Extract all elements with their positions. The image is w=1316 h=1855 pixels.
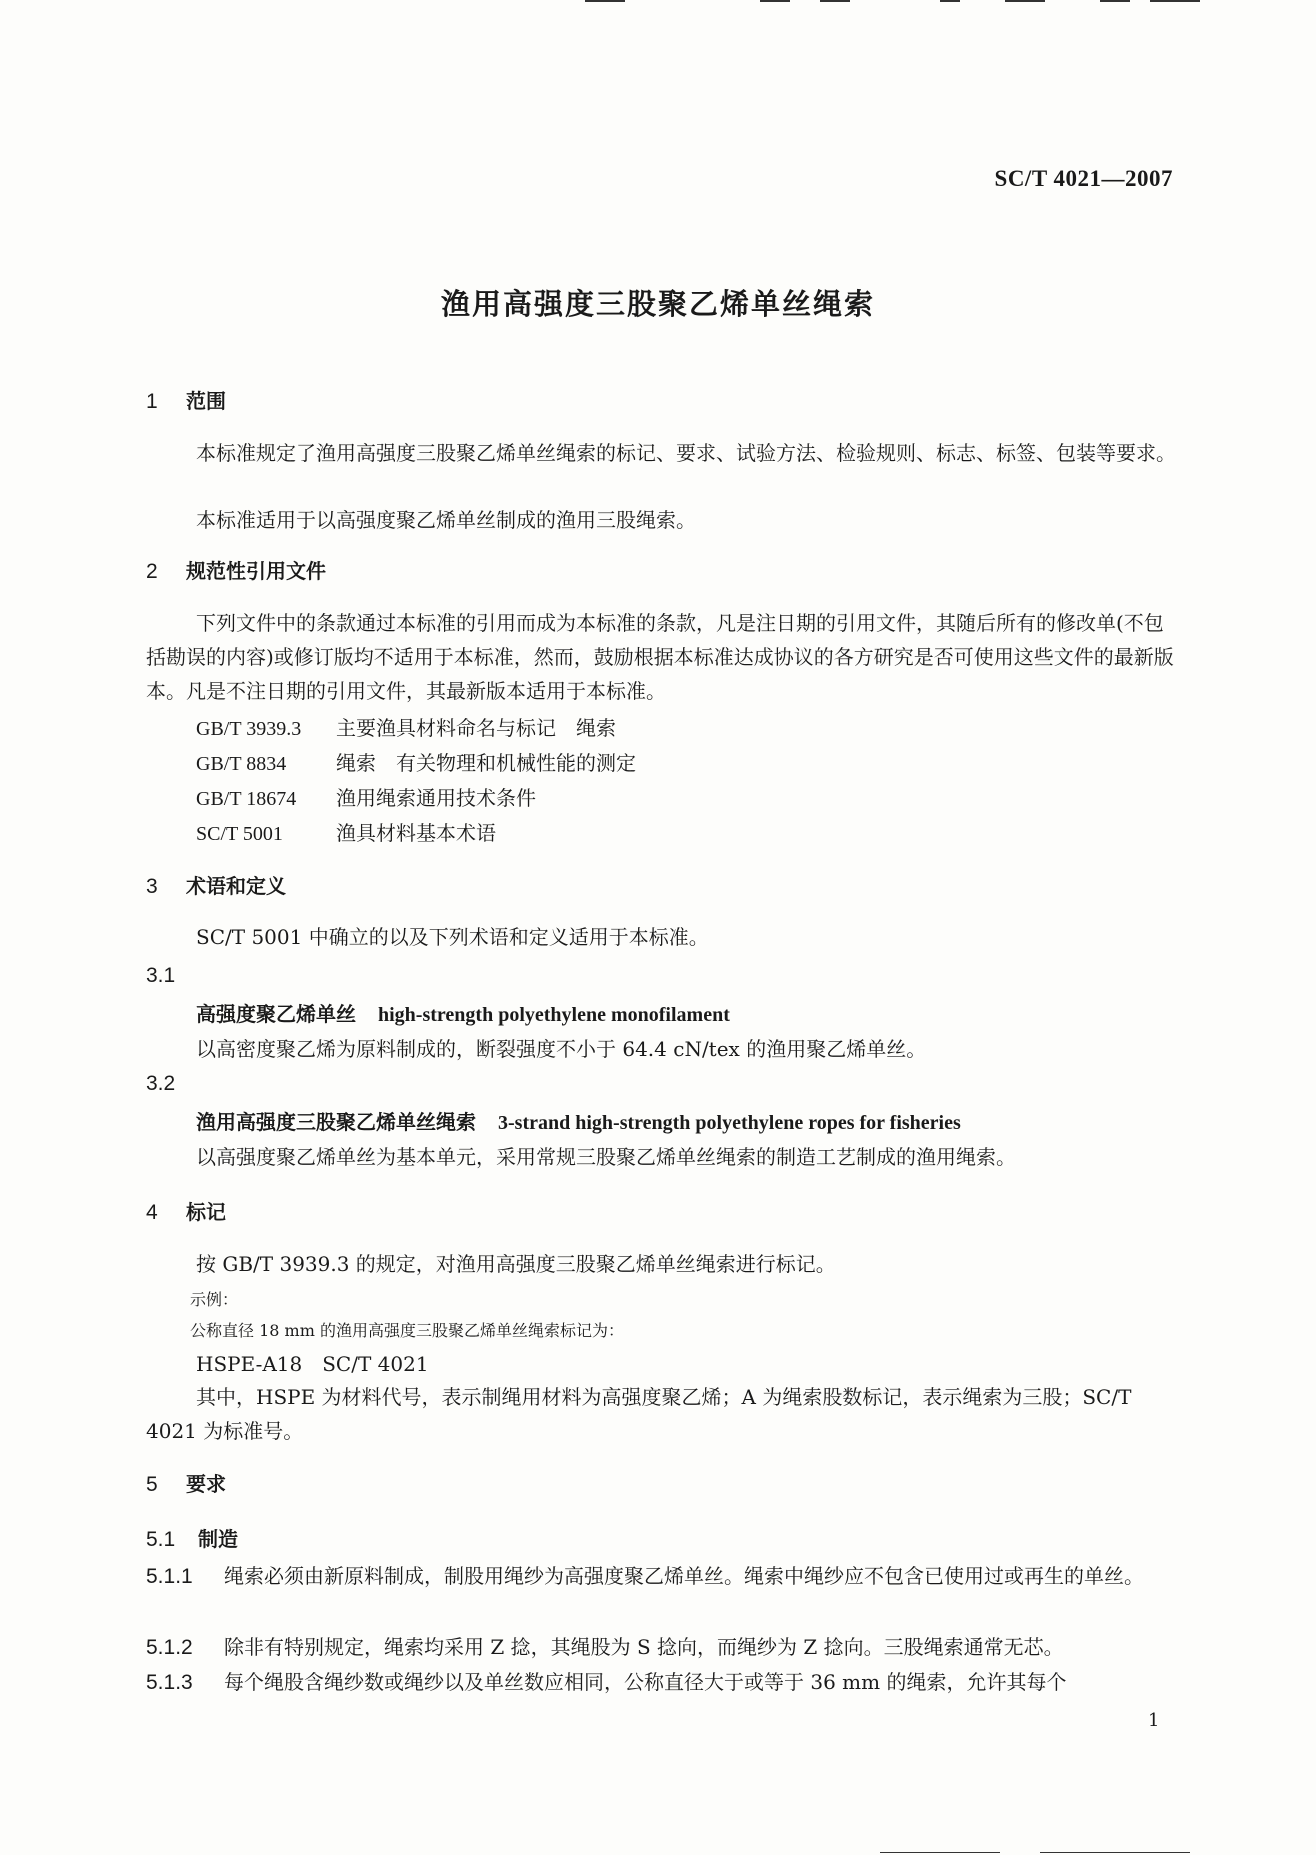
scan-artifact bbox=[760, 0, 790, 2]
clause-5-1-1: 5.1.1 绳索必须由新原料制成，制股用绳纱为高强度聚乙烯单丝。绳索中绳纱应不包含已使用过或再生的单丝。 bbox=[146, 1564, 1144, 1588]
subsection-heading: 5.1 制造 bbox=[146, 1527, 238, 1551]
term-definition: 以高强度聚乙烯单丝为基本单元，采用常规三股聚乙烯单丝绳索的制造工艺制成的渔用绳索。 bbox=[196, 1145, 1016, 1169]
section-heading-1: 1 范围 bbox=[146, 389, 226, 413]
paragraph: 按 GB/T 3939.3 的规定，对渔用高强度三股聚乙烯单丝绳索进行标记。 bbox=[196, 1252, 836, 1276]
scan-artifact bbox=[1040, 1852, 1190, 1853]
paragraph: 其中，HSPE 为材料代号，表示制绳用材料为高强度聚乙烯；A 为绳索股数标记，表示绳索为三股；SC/T 4021 为标准号。 bbox=[146, 1385, 1132, 1443]
reference-item: GB/T 3939.3 主要渔具材料命名与标记 绳索 bbox=[196, 716, 616, 740]
paragraph: 下列文件中的条款通过本标准的引用而成为本标准的条款，凡是注日期的引用文件，其随后所有的修改单(不包括勘误的内容)或修订版均不适用于本标准，然而，鼓励根据本标准达成协议的各方研究是否可使用这些文件的最新版本。凡是不注日期的引用文件，其最新版本适用于本标准。 bbox=[146, 611, 1174, 703]
scan-artifact bbox=[1150, 0, 1200, 2]
scan-artifact bbox=[820, 0, 850, 2]
section-heading-4: 4 标记 bbox=[146, 1200, 226, 1224]
page-number: 1 bbox=[1148, 1710, 1160, 1731]
example-label: 示例： bbox=[190, 1290, 239, 1309]
section-heading-5: 5 要求 bbox=[146, 1472, 226, 1496]
scan-artifact bbox=[1005, 0, 1045, 2]
example-code: HSPE-A18 SC/T 4021 bbox=[196, 1352, 429, 1376]
paragraph: SC/T 5001 中确立的以及下列术语和定义适用于本标准。 bbox=[196, 925, 709, 949]
term-entry: 高强度聚乙烯单丝 high-strength polyethylene monofilament bbox=[196, 1002, 730, 1026]
scan-artifact bbox=[1100, 0, 1130, 2]
scan-artifact bbox=[880, 1852, 1000, 1853]
paragraph: 本标准适用于以高强度聚乙烯单丝制成的渔用三股绳索。 bbox=[196, 508, 696, 532]
scan-artifact bbox=[940, 0, 960, 2]
term-definition: 以高密度聚乙烯为原料制成的，断裂强度不小于 64.4 cN/tex 的渔用聚乙烯单丝。 bbox=[196, 1037, 927, 1061]
term-entry: 渔用高强度三股聚乙烯单丝绳索 3-strand high-strength polyethylene ropes for fisheries bbox=[196, 1110, 961, 1134]
paragraph: 本标准规定了渔用高强度三股聚乙烯单丝绳索的标记、要求、试验方法、检验规则、标志、标签、包装等要求。 bbox=[196, 441, 1176, 465]
clause-5-1-3: 5.1.3 每个绳股含绳纱数或绳纱以及单丝数应相同，公称直径大于或等于 36 mm 的绳索，允许其每个 bbox=[146, 1670, 1067, 1694]
reference-item: GB/T 8834 绳索 有关物理和机械性能的测定 bbox=[196, 751, 636, 775]
example-text: 公称直径 18 mm 的渔用高强度三股聚乙烯单丝绳索标记为： bbox=[190, 1321, 624, 1340]
section-heading-3: 3 术语和定义 bbox=[146, 874, 286, 898]
reference-item: GB/T 18674 渔用绳索通用技术条件 bbox=[196, 786, 536, 810]
subclause-number: 3.2 bbox=[146, 1072, 176, 1095]
reference-item: SC/T 5001 渔具材料基本术语 bbox=[196, 821, 496, 845]
scan-artifact bbox=[585, 0, 625, 2]
clause-5-1-2: 5.1.2 除非有特别规定，绳索均采用 Z 捻，其绳股为 S 捻向，而绳纱为 Z 捻向。三股绳索通常无芯。 bbox=[146, 1635, 1064, 1659]
subclause-number: 3.1 bbox=[146, 964, 176, 987]
section-heading-2: 2 规范性引用文件 bbox=[146, 559, 326, 583]
document-title: 渔用高强度三股聚乙烯单丝绳索 bbox=[440, 287, 875, 321]
standard-code: SC/T 4021—2007 bbox=[994, 166, 1173, 191]
